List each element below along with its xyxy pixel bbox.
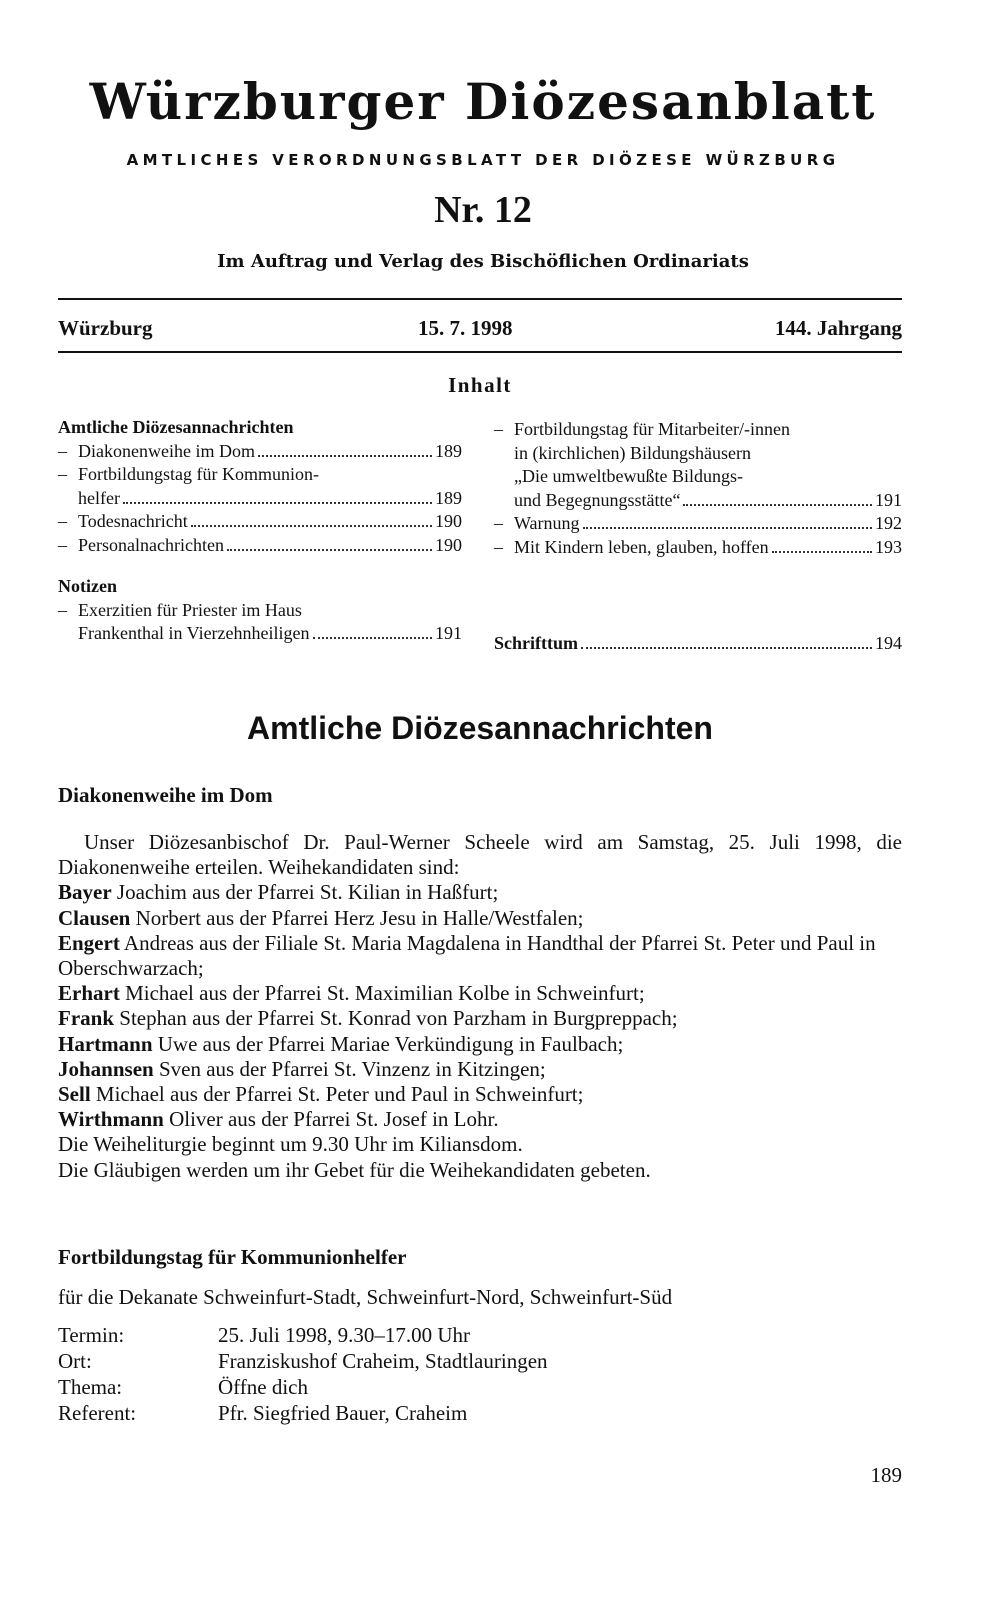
contents-group <box>58 416 462 557</box>
candidate-entry <box>58 1107 902 1132</box>
contents-entry <box>58 463 462 510</box>
article-heading-training: Fortbildungstag für Kommunionhelfer <box>58 1245 407 1269</box>
candidate-surname: Bayer <box>58 880 112 905</box>
entry-final-line <box>78 622 462 646</box>
candidate-details: Joachim aus der Pfarrei St. Kilian in Haßfurt; <box>116 880 499 905</box>
entry-page-number: 191 <box>875 489 902 510</box>
contents-entry <box>58 440 462 464</box>
candidate-entry <box>58 981 902 1006</box>
detail-value: Pfr. Siegfried Bauer, Craheim <box>218 1401 468 1425</box>
entry-title: Diakonenweihe im Dom <box>78 440 255 461</box>
leader-dots <box>123 502 432 504</box>
candidate-entry <box>58 880 902 905</box>
entry-final-line <box>514 536 902 560</box>
leader-dots <box>227 549 432 551</box>
entry-final-line <box>514 489 902 513</box>
article-body-ordination <box>58 830 902 1183</box>
training-details-table <box>58 1322 548 1426</box>
article-intro-training <box>58 1285 902 1310</box>
candidate-details: Michael aus der Pfarrei St. Maximilian Kolbe in Schweinfurt; <box>125 981 645 1006</box>
entry-final-line <box>78 534 462 558</box>
masthead-subtitle: AMTLICHES VERORDNUNGSBLATT DER DIÖZESE WÜRZBURG <box>126 151 840 169</box>
entry-dash: – <box>58 464 67 484</box>
candidate-surname: Clausen <box>58 905 131 930</box>
entry-page-number: 193 <box>875 536 902 557</box>
dateline-volume: 144. Jahrgang <box>774 316 902 340</box>
candidate-surname: Johannsen <box>58 1056 154 1081</box>
masthead-title: Würzburger Diözesanblatt <box>89 72 877 131</box>
contents-left-column <box>58 416 462 646</box>
contents-entry <box>58 510 462 534</box>
dateline-place: Würzburg <box>58 316 153 340</box>
literature-label: Schrifttum <box>494 633 578 653</box>
article-intro: Unser Diözesanbischof Dr. Paul-Werner Scheele wird am Samstag, 25. Juli 1998, die Diakonenweihe erteilen. Weihekandidaten sind: <box>58 830 902 880</box>
entry-title: Todesnachricht <box>78 511 188 531</box>
candidate-surname: Sell <box>58 1082 91 1107</box>
entry-dash: – <box>58 440 67 461</box>
detail-label: Termin: <box>58 1323 125 1347</box>
candidate-details: Andreas aus der Filiale St. Maria Magdalena in Handthal der Pfarrei St. Peter und Paul in Oberschwarzach; <box>58 930 876 981</box>
entry-page-number: 190 <box>435 534 462 555</box>
entry-title: helfer <box>78 487 120 508</box>
leader-dots <box>581 647 872 649</box>
entry-final-line <box>78 510 462 534</box>
contents-entry <box>494 418 902 512</box>
contents-group-heading: Amtliche Diözesannachrichten <box>58 417 294 437</box>
entry-page-number: 189 <box>435 487 462 508</box>
detail-value: 25. Juli 1998, 9.30–17.00 Uhr <box>218 1323 470 1347</box>
entry-final-line <box>514 512 902 536</box>
candidate-details: Uwe aus der Pfarrei Mariae Verkündigung in Faulbach; <box>157 1031 624 1056</box>
entry-final-line <box>78 440 462 464</box>
candidate-details: Norbert aus der Pfarrei Herz Jesu in Halle/Westfalen; <box>135 905 584 930</box>
training-intro: für die Dekanate Schweinfurt-Stadt, Schweinfurt-Nord, Schweinfurt-Süd <box>58 1285 673 1309</box>
contents-entry <box>58 599 462 646</box>
detail-value: Öffne dich <box>218 1375 308 1399</box>
candidate-entry <box>58 906 902 931</box>
closing-sentence: Die Weiheliturgie beginnt um 9.30 Uhr im Kiliansdom. <box>58 1132 523 1157</box>
candidate-details: Stephan aus der Pfarrei St. Konrad von Parzham in Burgpreppach; <box>119 1006 678 1031</box>
entry-title: Personalnachrichten <box>78 534 224 555</box>
leader-dots <box>772 551 872 553</box>
candidate-surname: Erhart <box>58 981 120 1006</box>
detail-row <box>58 1400 548 1426</box>
article-heading-ordination: Diakonenweihe im Dom <box>58 783 273 807</box>
candidate-entry <box>58 931 902 981</box>
entry-page-number: 190 <box>435 511 462 531</box>
contents-group-heading: Notizen <box>58 576 117 596</box>
candidate-details: Michael aus der Pfarrei St. Peter und Paul in Schweinfurt; <box>95 1082 584 1107</box>
entry-page-number: 192 <box>875 513 902 533</box>
contents-right-column <box>494 418 902 559</box>
entry-dash: – <box>494 419 503 439</box>
contents-literature <box>494 632 902 656</box>
entry-dash: – <box>58 534 67 555</box>
entry-page-number: 191 <box>435 623 462 643</box>
section-title: Amtliche Diözesannachrichten <box>247 710 713 746</box>
page-number: 189 <box>870 1463 902 1487</box>
issue-number: Nr. 12 <box>434 189 532 231</box>
entry-final-line <box>78 487 462 511</box>
literature-page: 194 <box>875 633 902 653</box>
detail-value: Franziskushof Craheim, Stadtlauringen <box>218 1349 548 1373</box>
entry-text-line: Fortbildungstag für Kommunion- <box>78 464 319 484</box>
candidate-surname: Hartmann <box>58 1031 153 1056</box>
contents-entry <box>494 536 902 560</box>
entry-text-line: Exerzitien für Priester im Haus <box>78 599 302 620</box>
entry-title: Mit Kindern leben, glauben, hoffen <box>514 536 769 557</box>
leader-dots <box>258 455 432 457</box>
candidate-entry <box>58 1057 902 1082</box>
entry-title: Warnung <box>514 513 580 533</box>
detail-row <box>58 1374 548 1400</box>
entry-text-line: Fortbildungstag für Mitarbeiter/-innen <box>514 419 790 439</box>
candidate-surname: Engert <box>58 930 120 955</box>
candidate-entry <box>58 1032 902 1057</box>
contents-title: Inhalt <box>448 373 512 397</box>
entry-text-line: in (kirchlichen) Bildungshäusern <box>514 442 751 463</box>
candidate-surname: Wirthmann <box>58 1107 164 1132</box>
leader-dots <box>191 525 432 527</box>
entry-page-number: 189 <box>435 440 462 461</box>
contents-entry <box>494 512 902 536</box>
detail-label: Thema: <box>58 1375 123 1399</box>
candidate-details: Oliver aus der Pfarrei St. Josef in Lohr. <box>169 1107 499 1132</box>
entry-dash: – <box>494 536 503 557</box>
detail-row <box>58 1322 548 1348</box>
candidate-surname: Frank <box>58 1006 115 1031</box>
leader-dots <box>313 637 432 639</box>
entry-title: und Begegnungsstätte“ <box>514 489 681 510</box>
candidate-entry <box>58 1082 902 1107</box>
detail-label: Referent: <box>58 1401 137 1425</box>
contents-entry <box>58 534 462 558</box>
top-rule <box>58 298 902 300</box>
detail-label: Ort: <box>58 1349 92 1373</box>
candidate-details: Sven aus der Pfarrei St. Vinzenz in Kitzingen; <box>158 1056 546 1081</box>
dateline-date: 15. 7. 1998 <box>418 316 513 340</box>
detail-row <box>58 1348 548 1374</box>
candidate-entry <box>58 1006 902 1031</box>
contents-group <box>58 575 462 646</box>
entry-dash: – <box>58 599 67 620</box>
closing-sentence: Die Gläubigen werden um ihr Gebet für die Weihekandidaten gebeten. <box>58 1157 651 1182</box>
bottom-rule <box>58 351 902 353</box>
publisher-line: Im Auftrag und Verlag des Bischöflichen Ordinariats <box>217 251 749 272</box>
leader-dots <box>683 504 872 506</box>
entry-text-line: „Die umweltbewußte Bildungs- <box>514 466 743 486</box>
leader-dots <box>583 527 872 529</box>
entry-dash: – <box>58 511 67 531</box>
entry-dash: – <box>494 513 503 533</box>
entry-title: Frankenthal in Vierzehnheiligen <box>78 623 310 643</box>
